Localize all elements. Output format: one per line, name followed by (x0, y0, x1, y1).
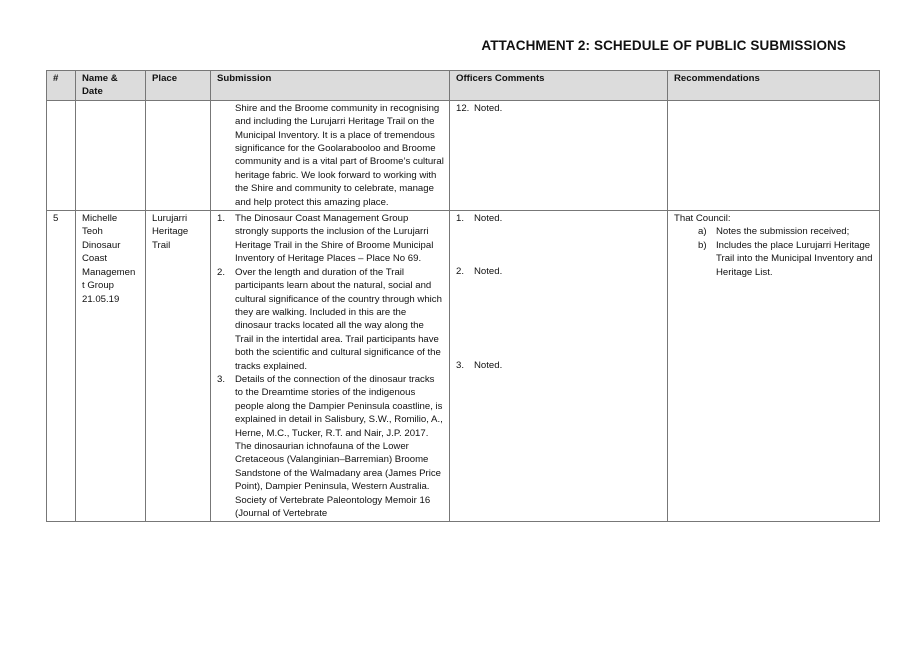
comment-item (456, 102, 662, 115)
cell-recommendation (668, 100, 880, 210)
comment-text: Noted. (474, 359, 503, 371)
header-recommendations: Recommendations (668, 71, 880, 101)
cell-officers-comment (450, 211, 668, 522)
submission-item (217, 373, 444, 520)
cell-name-date (76, 211, 146, 522)
cell-officers-comment (450, 100, 668, 210)
comment-item (456, 359, 662, 372)
cell-place (146, 100, 211, 210)
header-number: # (47, 71, 76, 101)
organisation-line: Dinosaur (82, 239, 121, 251)
cell-submission (211, 211, 450, 522)
submission-text: Over the length and duration of the Trail participants learn about the natural, social and cultural significance of the country through which they are walking. Included in this are the dinosaur tracks located all the way along the Trail in the intertidal area. Trail participants have both the scientific and cultural significance of the tracks explained. (235, 266, 442, 372)
comment-number: 2. (456, 266, 465, 278)
organisation-line: Managemen (82, 266, 136, 278)
submission-text: Shire and the Broome community in recognising and including the Lurujarri Heritage Trail on the Municipal Inventory. It is a place of tremendous significance for the Goolarabooloo and Broome community and is a vital part of Broome’s cultural heritage fabric. We look forward to working with the Shire and community to celebrate, manage and help protect this amazing place. (235, 102, 444, 208)
table-header-row (47, 71, 880, 101)
name-line: Teoh (82, 226, 103, 238)
cell-place (146, 211, 211, 522)
comment-text: Noted. (474, 266, 503, 278)
header-officers-comments: Officers Comments (450, 71, 668, 101)
recommendation-letter: b) (698, 239, 707, 251)
organisation-line: Coast (82, 253, 108, 265)
cell-number: 5 (47, 211, 76, 522)
place-line: Lurujarri (152, 213, 188, 225)
cell-name-date (76, 100, 146, 210)
submission-text: Details of the connection of the dinosaur tracks to the Dreamtime stories of the indigenous people along the Dampier Peninsula coastline, is explained in detail in Salisbury, S.W., Romilio, A., Herne, M.C., Tucker, R.T. and Nair, J.P. 2017. The dinosaurian ichnofauna of the Lower Cretaceous (Valanginian–Barremian) Broome Sandstone of the Walmadany area (James Price Point), Dampier Peninsula, Western Australia. Society of Vertebrate Paleontology Memoir 16 (Journal of Vertebrate (235, 373, 443, 519)
submission-text: The Dinosaur Coast Management Group strongly supports the inclusion of the Lurujarri Heritage Trail in the Shire of Broome Municipal Inventory of Heritage Places – Place No 69. (235, 213, 434, 265)
recommendation-letter: a) (698, 226, 707, 238)
recommendation-text: Notes the submission received; (716, 226, 850, 238)
cell-recommendation (668, 211, 880, 522)
comment-spacer (456, 279, 662, 359)
document-title: ATTACHMENT 2: SCHEDULE OF PUBLIC SUBMISSIONS (481, 38, 846, 53)
cell-submission (211, 100, 450, 210)
header-submission: Submission (211, 71, 450, 101)
submission-item (217, 212, 444, 266)
recommendation-item (674, 225, 874, 238)
comment-text: Noted. (474, 102, 503, 114)
submission-number: 2. (217, 266, 226, 278)
comment-number: 1. (456, 213, 465, 225)
header-name-date: Name & Date (76, 71, 146, 101)
table-row (47, 211, 880, 522)
submission-item (217, 266, 444, 373)
organisation-line: t Group (82, 280, 114, 292)
submission-number: 1. (217, 213, 226, 225)
recommendation-item (674, 239, 874, 279)
comment-number: 12. (456, 102, 470, 114)
name-line: Michelle (82, 213, 118, 225)
submission-number: 3. (217, 373, 226, 385)
place-line: Heritage (152, 226, 189, 238)
comment-item (456, 212, 662, 225)
recommendation-intro: That Council: (674, 213, 731, 225)
cell-number (47, 100, 76, 210)
comment-spacer (456, 225, 662, 265)
submission-date: 21.05.19 (82, 293, 120, 305)
comment-number: 3. (456, 359, 465, 371)
comment-text: Noted. (474, 213, 503, 225)
comment-item (456, 265, 662, 278)
table-row (47, 100, 880, 210)
header-place: Place (146, 71, 211, 101)
place-line: Trail (152, 239, 171, 251)
submissions-table (46, 70, 880, 522)
recommendation-text: Includes the place Lurujarri Heritage Trail into the Municipal Inventory and Heritage List. (716, 239, 873, 278)
